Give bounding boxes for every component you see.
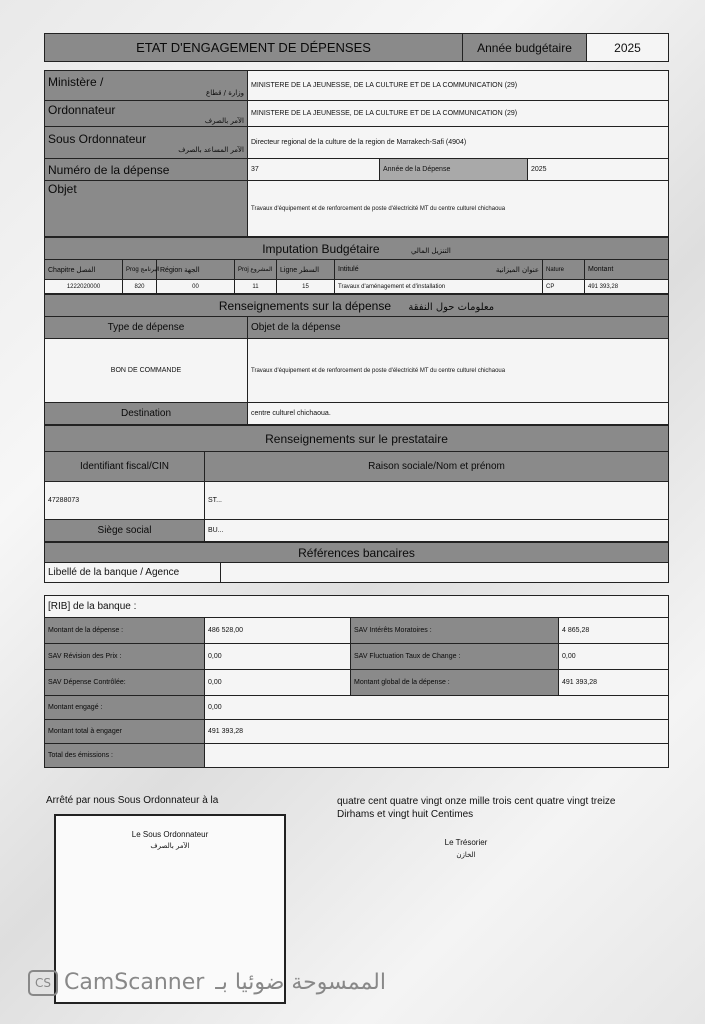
identifiant-value: 47288073 bbox=[45, 482, 205, 520]
numero-depense-label: Numéro de la dépense bbox=[45, 159, 248, 181]
form-title: ETAT D'ENGAGEMENT DE DÉPENSES bbox=[45, 34, 463, 62]
objet-label: Objet bbox=[45, 181, 248, 237]
sous-ordonnateur-label-cell bbox=[45, 127, 248, 159]
imputation-title-ar: التنزيل المالي bbox=[410, 246, 451, 255]
sous-ordonnateur-title-ar: الآمر بالصرف bbox=[150, 842, 190, 850]
ministere-label: Ministère / bbox=[48, 74, 104, 89]
renseignements-title: Renseignements sur la dépense bbox=[218, 298, 391, 313]
col-prog: Prog البرنامج bbox=[123, 260, 157, 280]
depense-controlee-label: SAV Dépense Contrôlée: bbox=[45, 670, 205, 696]
ministere-value: MINISTERE DE LA JEUNESSE, DE LA CULTURE ET DE LA COMMUNICATION (29) bbox=[248, 71, 669, 101]
revision-prix-label: SAV Révision des Prix : bbox=[45, 644, 205, 670]
montant-global-label: Montant global de la dépense : bbox=[351, 670, 559, 696]
renseignements-title-ar: معلومات حول النفقة bbox=[408, 301, 495, 313]
cell-intitule: Travaux d'aménagement et d'installation bbox=[335, 280, 543, 294]
objet-depense-label: Objet de la dépense bbox=[248, 317, 669, 339]
tresorier-title-ar: الخازن bbox=[456, 851, 476, 859]
libelle-banque-label: Libellé de la banque / Agence bbox=[45, 563, 221, 583]
cs-logo-icon: CS bbox=[28, 970, 58, 996]
col-region: Région الجهة bbox=[157, 260, 235, 280]
banque-table bbox=[44, 542, 669, 583]
cell-chapitre: 1222020000 bbox=[45, 280, 123, 294]
camscanner-brand: CamScanner bbox=[64, 970, 205, 995]
montant-row bbox=[45, 644, 669, 670]
expense-form bbox=[44, 33, 668, 768]
objet-value: Travaux d'équipement et de renforcement de poste d'électricité MT du centre culturel chichaoua bbox=[248, 181, 669, 237]
libelle-banque-value bbox=[221, 563, 669, 583]
identifiant-label: Identifiant fiscal/CIN bbox=[45, 452, 205, 482]
destination-label: Destination bbox=[45, 403, 248, 425]
imputation-row bbox=[45, 280, 669, 294]
col-intitule: Intitulé عنوان الميزانية bbox=[335, 260, 543, 280]
destination-value: centre culturel chichaoua. bbox=[248, 403, 669, 425]
imputation-title-cell bbox=[45, 238, 669, 260]
camscanner-text-ar: الممسوحة ضوئيا بـ bbox=[215, 970, 387, 995]
raison-sociale-label: Raison sociale/Nom et prénom bbox=[205, 452, 669, 482]
imputation-table bbox=[44, 237, 669, 294]
interets-moratoires-value: 4 865,28 bbox=[559, 618, 669, 644]
arrete-text: Arrêté par nous Sous Ordonnateur à la bbox=[46, 795, 219, 806]
ordonnateur-label-ar: الآمر بالصرف bbox=[204, 116, 244, 125]
col-montant: Montant bbox=[585, 260, 669, 280]
renseignements-title-cell bbox=[45, 295, 669, 317]
ordonnateur-label-cell bbox=[45, 101, 248, 127]
revision-prix-value: 0,00 bbox=[205, 644, 351, 670]
montants-table bbox=[44, 595, 669, 768]
prestataire-table bbox=[44, 425, 669, 542]
annee-depense-value: 2025 bbox=[528, 159, 669, 181]
numero-depense-value: 37 bbox=[248, 159, 380, 181]
montant-total-value: 491 393,28 bbox=[205, 720, 669, 744]
montant-row bbox=[45, 670, 669, 696]
col-ligne: Ligne السطر bbox=[277, 260, 335, 280]
siege-social-label: Siège social bbox=[45, 520, 205, 542]
imputation-header-row bbox=[45, 260, 669, 280]
fluctuation-value: 0,00 bbox=[559, 644, 669, 670]
type-depense-value: BON DE COMMANDE bbox=[45, 339, 248, 403]
rib-label: [RIB] de la banque : bbox=[45, 596, 669, 618]
banque-title: Références bancaires bbox=[45, 543, 669, 563]
type-depense-label: Type de dépense bbox=[45, 317, 248, 339]
ministere-label-cell bbox=[45, 71, 248, 101]
interets-moratoires-label: SAV Intérêts Moratoires : bbox=[351, 618, 559, 644]
sous-ordonnateur-label-ar: الآمر المساعد بالصرف bbox=[178, 145, 244, 154]
raison-sociale-value: ST... bbox=[205, 482, 669, 520]
cell-region: 00 bbox=[157, 280, 235, 294]
sous-ordonnateur-label: Sous Ordonnateur bbox=[48, 131, 147, 146]
prestataire-title: Renseignements sur le prestataire bbox=[45, 426, 669, 452]
header-table bbox=[44, 33, 669, 62]
col-nature: Nature bbox=[543, 260, 585, 280]
fluctuation-label: SAV Fluctuation Taux de Change : bbox=[351, 644, 559, 670]
depense-controlee-value: 0,00 bbox=[205, 670, 351, 696]
annee-depense-label: Année de la Dépense bbox=[380, 159, 528, 181]
montant-global-value: 491 393,28 bbox=[559, 670, 669, 696]
imputation-title: Imputation Budgétaire bbox=[262, 241, 380, 256]
col-chapitre: Chapitre الفصل bbox=[45, 260, 123, 280]
cell-montant: 491 393,28 bbox=[585, 280, 669, 294]
ordonnateur-value: MINISTERE DE LA JEUNESSE, DE LA CULTURE ET DE LA COMMUNICATION (29) bbox=[248, 101, 669, 127]
annee-budgetaire-label: Année budgétaire bbox=[463, 34, 587, 62]
amount-in-words bbox=[337, 795, 615, 821]
montant-engage-value: 0,00 bbox=[205, 696, 669, 720]
montant-depense-value: 486 528,00 bbox=[205, 618, 351, 644]
renseignements-table bbox=[44, 294, 669, 425]
montant-row bbox=[45, 618, 669, 644]
montant-engage-label: Montant engagé : bbox=[45, 696, 205, 720]
tresorier-block bbox=[436, 838, 496, 859]
amount-words-line-1: quatre cent quatre vingt onze mille trois cent quatre vingt treize bbox=[337, 796, 616, 807]
tresorier-title: Le Trésorier bbox=[444, 838, 488, 847]
annee-budgetaire-value: 2025 bbox=[587, 34, 669, 62]
cell-nature: CP bbox=[543, 280, 585, 294]
total-emissions-label: Total des émissions : bbox=[45, 744, 205, 768]
info-table bbox=[44, 70, 669, 237]
camscanner-watermark bbox=[28, 970, 386, 996]
objet-depense-value: Travaux d'équipement et de renforcement de poste d'électricité MT du centre culturel chichaoua bbox=[248, 339, 669, 403]
col-proj: Proj المشروع bbox=[235, 260, 277, 280]
cell-proj: 11 bbox=[235, 280, 277, 294]
total-emissions-value bbox=[205, 744, 669, 768]
ordonnateur-label: Ordonnateur bbox=[48, 102, 116, 117]
cell-ligne: 15 bbox=[277, 280, 335, 294]
ministere-label-ar: وزارة / قطاع bbox=[206, 88, 244, 97]
montant-total-label: Montant total à engager bbox=[45, 720, 205, 744]
amount-words-line-2: Dirhams et vingt huit Centimes bbox=[337, 809, 474, 820]
sous-ordonnateur-value: Directeur regional de la culture de la region de Marrakech-Safi (4904) bbox=[248, 127, 669, 159]
siege-social-value: BU... bbox=[205, 520, 669, 542]
sous-ordonnateur-title: Le Sous Ordonnateur bbox=[131, 830, 209, 839]
montant-depense-label: Montant de la dépense : bbox=[45, 618, 205, 644]
cell-prog: 820 bbox=[123, 280, 157, 294]
